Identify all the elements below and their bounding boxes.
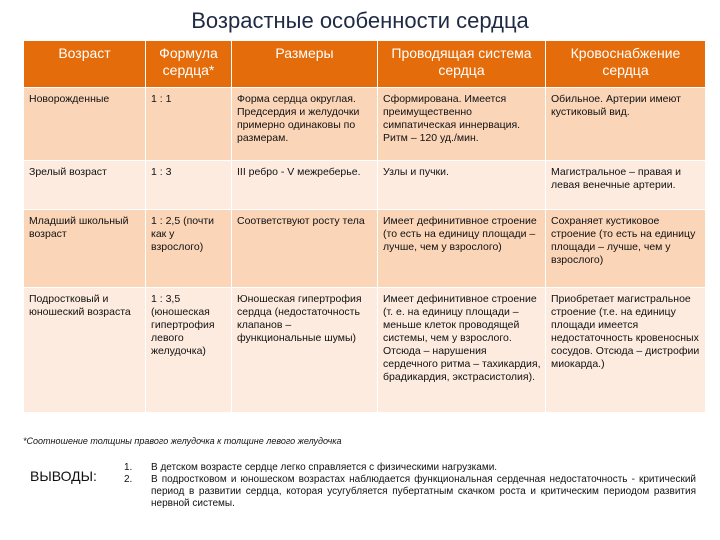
header-blood-supply: Кровоснабжение сердца <box>546 41 706 88</box>
cell-blood-supply: Обильное. Артерии имеют кустиковый вид. <box>546 88 706 161</box>
page-title: Возрастные особенности сердца <box>191 8 529 33</box>
cell-formula: 1 : 3 <box>146 161 232 210</box>
cell-conduction: Имеет дефинитивное строение (то есть на единицу площади – лучше, чем у взрослого) <box>378 210 546 288</box>
conclusion-item: В подростковом и юношеском возрастах наблюдается функциональная сердечная недостаточность - критический период в развитии сердца, которая усугубляется пубертатным скачком роста и критическим периодом развития нервной системы. <box>151 474 696 509</box>
table-row <box>24 161 706 210</box>
cell-formula: 1 : 2,5 (почти как у взрослого) <box>146 210 232 288</box>
cell-age: Зрелый возраст <box>24 161 146 210</box>
cell-age: Новорожденные <box>24 88 146 161</box>
cell-conduction: Сформирована. Имеется преимущественно симпатическая иннервация. Ритм – 120 уд./мин. <box>378 88 546 161</box>
conclusions-section <box>23 460 705 530</box>
cell-sizes: Соответствуют росту тела <box>232 210 378 288</box>
cell-age: Младший школьный возраст <box>24 210 146 288</box>
conclusions-numbers <box>124 462 132 486</box>
conclusion-number: 1. <box>124 462 133 473</box>
conclusions-list <box>151 462 696 510</box>
cell-blood-supply: Магистральное – правая и левая венечные артерии. <box>546 161 706 210</box>
cell-age: Подростковый и юношеский возраста <box>24 288 146 413</box>
table-header-row <box>24 41 706 88</box>
cell-sizes: Форма сердца округлая. Предсердия и желудочки примерно одинаковы по размерам. <box>232 88 378 161</box>
cell-formula: 1 : 3,5 (юношеская гипертрофия левого желудочка) <box>146 288 232 413</box>
cell-blood-supply: Приобретает магистральное строение (т.е. на единицу площади имеется недостаточность кровеносных сосудов. Отсюда – дистрофии миокарда.) <box>546 288 706 413</box>
conclusion-number: 2. <box>124 474 133 485</box>
conclusions-label: ВЫВОДЫ: <box>30 468 97 484</box>
header-conduction: Проводящая система сердца <box>378 41 546 88</box>
footnote: *Соотношение толщины правого желудочка к толщине левого желудочка <box>23 436 342 446</box>
cell-sizes: Юношеская гипертрофия сердца (недостаточность клапанов – функциональные шумы) <box>232 288 378 413</box>
header-formula: Формула сердца* <box>146 41 232 88</box>
cell-conduction: Имеет дефинитивное строение (т. е. на единицу площади – меньше клеток проводящей системы, чем у взрослого. Отсюда – нарушения сердечного ритма – тахикардия, брадикардия, экстрасистолия). <box>378 288 546 413</box>
conclusion-item: В детском возрасте сердце легко справляется с физическими нагрузками. <box>151 462 498 473</box>
heart-age-table <box>23 40 706 413</box>
table-row <box>24 210 706 288</box>
cell-sizes: III ребро - V межреберье. <box>232 161 378 210</box>
header-age: Возраст <box>24 41 146 88</box>
table-row <box>24 88 706 161</box>
cell-blood-supply: Сохраняет кустиковое строение (то есть на единицу площади – лучше, чем у взрослого) <box>546 210 706 288</box>
table-row <box>24 288 706 413</box>
cell-formula: 1 : 1 <box>146 88 232 161</box>
cell-conduction: Узлы и пучки. <box>378 161 546 210</box>
header-sizes: Размеры <box>232 41 378 88</box>
